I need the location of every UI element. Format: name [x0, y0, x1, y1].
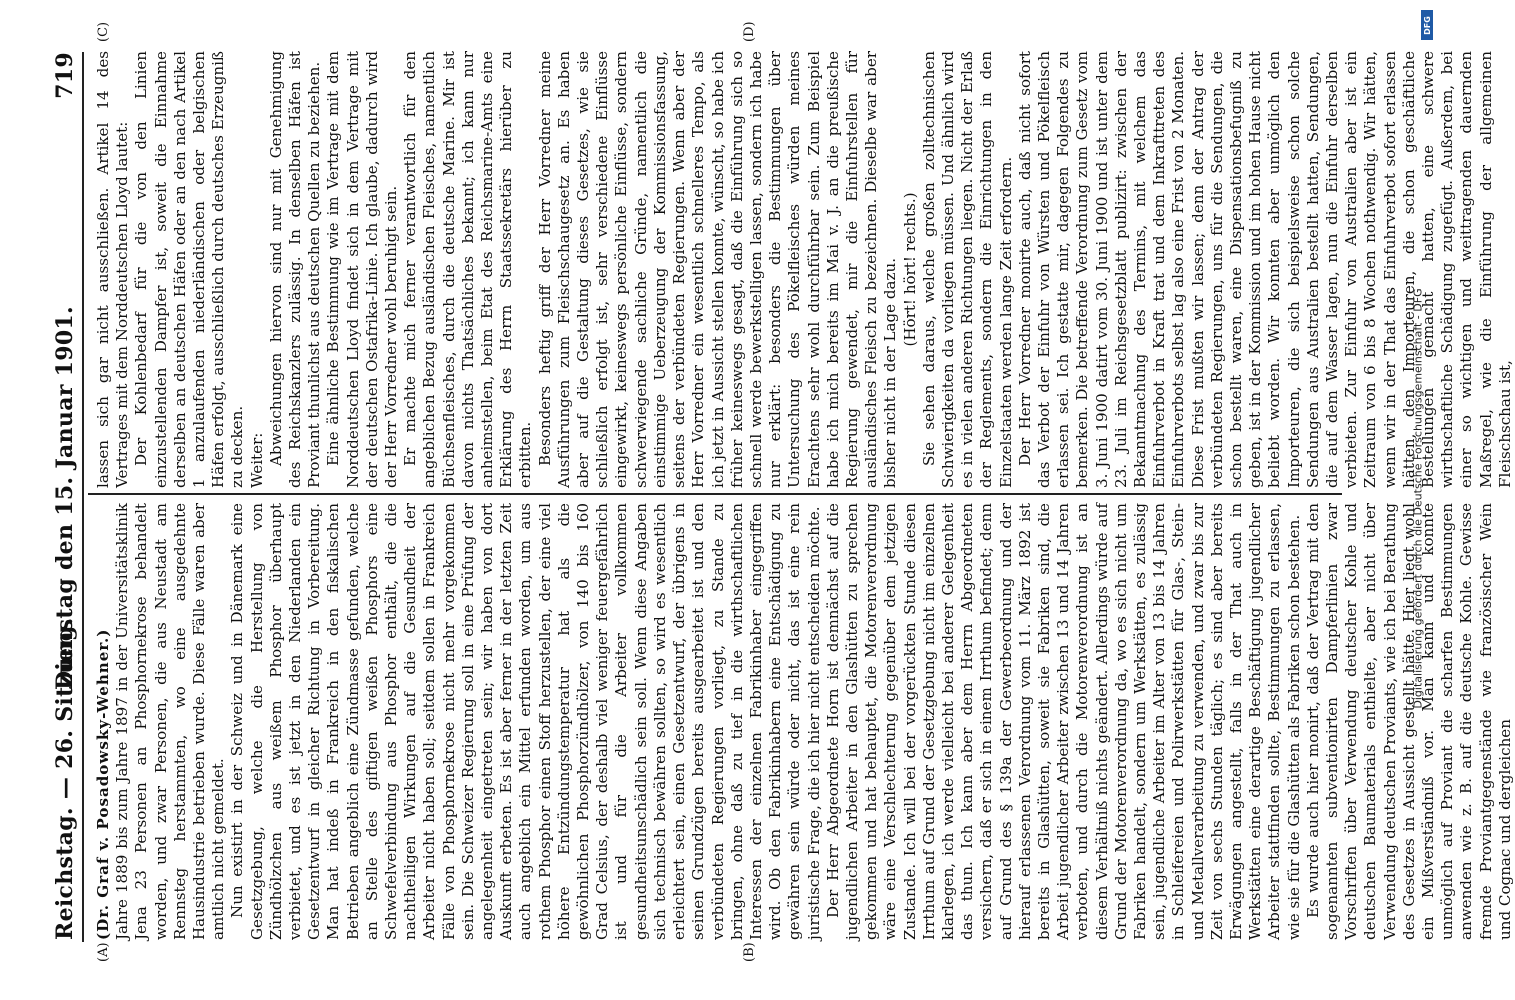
header-rule: [82, 52, 84, 942]
left-text-column: [94, 503, 1514, 940]
paragraph: Jahre 1889 bis zum Jahre 1897 in der Universitätsklinik Jena 23 Personen an Phosphornekrose behandelt worden, und zwar Personen, die aus Neustadt am Rennsteg herstammten, wo eine ausgedehnte Hausindustrie betrieben wurde. Diese Fälle waren aber amtlich nicht gemeldet.: [113, 503, 228, 940]
paragraph: Es wurde auch hier monirt, daß der Vertrag mit den sogenannten subventionirten Dampferlinien zwar Vorschriften über Verwendung deutscher Kohle und deutschen Baumaterials enthielte, aber nicht über Verwendung deutschen Proviants, wie ich bei Berathung des Gesetzes in Aussicht gestellt hätte. Hier liegt wohl ein Mißverständniß vor. Man kann und konnte unmöglich auf Proviant die scharfen Bestimmungen anwenden wie z. B. auf die deutsche Kohle. Gewisse fremde Proviantgegenstände wie französischer Wein und Cognac und dergleichen: [1303, 503, 1514, 940]
paragraph: lassen sich gar nicht ausschließen. Artikel 14 des Vertrages mit dem Norddeutschen Lloyd lautet:: [94, 51, 132, 488]
paragraph: Eine ähnliche Bestimmung wie im Vertrage mit dem Norddeutschen Lloyd findet sich in dem Vertrage mit der deutschen Ostafrika-Linie. Ich glaube, dadurch wird der Herr Vorredner wohl beruhigt sein.: [324, 51, 401, 488]
paragraph: Der Herr Abgeordnete Horn ist demnächst auf die jugendlichen Arbeiter in den Glashütten zu sprechen gekommen und hat behauptet, die Motorenverordnung wäre eine Verschlechterung gegenüber dem jetzigen Zustande. Ich will bei der vorgerückten Stunde diesen Irrthum auf Grund der Gesetzgebung nicht im einzelnen klarlegen, ich werde vielleicht bei anderer Gelegenheit das thun. Ich kann aber dem Herrn Abgeordneten versichern, daß er sich in einem Irrthum befindet; denn auf Grund des § 139a der Gewerbeordnung und der hierauf erlassenen Verordnung vom 11. März 1892 ist bereits in Glashütten, soweit sie Fabriken sind, die Arbeit jugendlicher Arbeiter zwischen 13 und 14 Jahren verboten, und durch die Motorenverordnung ist an diesem Verhältniß nichts geändert. Allerdings würde auf Grund der Motorenverordnung da, wo es sich nicht um Fabriken handelt, sondern um Werkstätten, es zulässig sein, jugendliche Arbeiter im Alter von 13 bis 14 Jahren in Schleifereien und Polirwerkstätten für Glas-, Stein- und Metallverarbeitung zu verwenden, und zwar bis zur Zeit von sechs Stunden täglich; es sind aber bereits Erwägungen angestellt, falls in der That auch in Werkstätten eine derartige Beschäftigung jugendlicher Arbeiter stattfinden sollte, Bestimmungen zu erlassen, wie sie für die Glashütten als Fabriken schon bestehen.: [823, 503, 1303, 940]
margin-marker-d: (D): [742, 21, 757, 42]
margin-marker-b: (B): [742, 942, 757, 962]
paragraph: Weiter:: [247, 432, 266, 488]
interjection: (Hört! hört! rechts.): [900, 192, 919, 347]
running-header-date: Dienstag den 15. Januar 1901.: [52, 306, 78, 690]
speaker-attribution: (Dr. Graf v. Posadowsky-Wehner.): [94, 628, 112, 940]
quoted-article: Abweichungen hiervon sind nur mit Genehmigung des Reichskanzlers zulässig. In denselben Häfen ist Proviant thunlichst aus deutschen Quellen zu beziehen.: [266, 51, 324, 488]
quoted-article: Der Kohlenbedarf für die von den Linien einzustellenden Dampfer ist, soweit die Einnahme derselben an deutschen Häfen oder an den nach Artikel 1 anzulaufenden niederländischen oder belgischen Häfen erfolgt, ausschließlich durch deutsches Erzeugniß zu decken.: [132, 51, 247, 488]
paragraph: Nun existirt in der Schweiz und in Dänemark eine Gesetzgebung, welche die Herstellung von Zündhölzchen aus weißem Phosphor überhaupt verbietet, und es ist jetzt in den Niederlanden ein Gesetzentwurf in gleicher Richtung in Vorbereitung. Man hat indeß in Frankreich in den fiskalischen Betrieben angeblich eine Zündmasse gefunden, welche an Stelle des giftigen weißen Phosphors eine Schwefelverbindung aus Phosphor enthält, die die nachtheiligen Wirkungen auf die Gesundheit der Arbeiter nicht haben soll; seitdem sollen in Frankreich Fälle von Phosphornekrose nicht mehr vorgekommen sein. Die Schweizer Regierung soll in eine Prüfung der angelegenheit eingetreten sein; wir haben von dort Auskunft erbeten. Es ist aber ferner in der letzten Zeit auch angeblich ein Mittel erfunden worden, um aus rothem Phosphor einen Stoff herzustellen, der eine viel höhere Entzündungstemperatur hat als die gewöhnlichen Phosphorzündhölzer, von 140 bis 160 Grad Celsius, der deshalb viel weniger feuergefährlich ist und für die Arbeiter vollkommen gesundheitsunschädlich sein soll. Wenn diese Angaben sich technisch bewähren sollten, so wird es wesentlich erleichtert sein, einen Gesetzentwurf, der übrigens in seinen Grundzügen bereits ausgearbeitet ist und den verbündeten Regierungen vorliegt, zu Stande zu bringen, ohne daß zu tief in die wirthschaftlichen Interessen der einzelnen Fabrikinhaber eingegriffen wird. Ob den Fabrikinhabern eine Entschädigung zu gewähren sein würde oder nicht, das ist eine rein juristische Frage, die ich hier nicht entscheiden möchte.: [228, 503, 823, 940]
paragraph: Besonders heftig griff der Herr Vorredner meine Ausführungen zum Fleischschaugesetz an. Es haben aber auf die Gestaltung dieses Gesetzes, wie sie schließlich erfolgt ist, sehr verschiedene Einflüsse eingewirkt, keineswegs persönliche Einflüsse, sondern schwerwiegende sachliche Gründe, namentlich die einstimmige Ueberzeugung der Kommissionsfassung, seitens der verbündeten Regierungen. Wenn aber der Herr Vorredner ein wesentlich schnelleres Tempo, als ich jetzt in Aussicht stellen konnte, wünscht, so habe ich früher keineswegs gesagt, daß die Einführung sich so schnell werde bewerkstelligen lassen, sondern ich habe nur erklärt: besonders die Bestimmungen über Untersuchung des Pökelfleisches würden meines Erachtens sehr wohl durchführbar sein. Zum Beispiel habe ich mich bereits im Mai v. J. an die preußische Regierung gewendet, mir die Einfuhrstellen für ausländisches Fleisch zu bezeichnen. Dieselbe war aber bisher nicht in der Lage dazu.: [535, 51, 900, 488]
margin-marker-a: (A): [96, 942, 111, 962]
paragraph: Er machte mich ferner verantwortlich für den angeblichen Bezug ausländischen Fleisches, namentlich Büchsenfleisches, durch die deutsche Marine. Mir ist davon nichts Thatsächliches bekannt; ich kann nur anheimstellen, beim Etat des Reichsmarine-Amts eine Erklärung des Herrn Staatssekretärs hierüber zu erbitten.: [401, 51, 535, 488]
paragraph: Sie sehen daraus, welche großen zolltechnischen Schwierigkeiten da vorliegen müssen. Und ähnlich wird es in vielen anderen Richtungen liegen. Nicht der Erlaß der Reglements, sondern die Einrichtungen in den Einzelstaaten werden lange Zeit erfordern.: [919, 51, 1015, 488]
right-text-column: [94, 51, 1514, 488]
page-number: 719: [52, 52, 78, 99]
running-header-left: Reichstag. — 26. Sitzung.: [52, 617, 78, 940]
digitization-credit: Digitalisierung gefördert durch die Deutsche Forschungsgemeinschaft - DFG: [1411, 288, 1425, 709]
margin-marker-c: (C): [96, 21, 111, 42]
column-divider: [88, 493, 1342, 495]
dfg-logo: DFG: [1421, 10, 1433, 40]
paragraph: Der Herr Vorredner monirte auch, daß nicht sofort das Verbot der Einfuhr von Würsten und Pökelfleisch erlassen sei. Ich gestatte mir, dagegen Folgendes zu bemerken. Die betreffende Verordnung zum Gesetz vom 3. Juni 1900 datirt vom 30. Juni 1900 und ist unter dem 23. Juli im Reichsgesetzblatt publizirt: zwischen der Bekanntmachung des Termins, mit welchem das Einfuhrverbot in Kraft trat und dem Inkrafttreten des Einfuhrverbots selbst lag also eine Frist von 2 Monaten. Diese Frist mußten wir lassen; denn der Antrag der verbündeten Regierungen, uns für die Sendungen, die schon bestellt waren, eine Dispensationsbefugniß zu geben, ist in der Kommission und im hohen Hause nicht beliebt worden. Wir konnten aber unmöglich den Importeuren, die sich beispielsweise schon solche Sendungen aus Australien bestellt hatten, Sendungen, die auf dem Wasser lagen, nun die Einfuhr derselben verbieten. Zur Einfuhr von Australien aber ist ein Zeitraum von 6 bis 8 Wochen nothwendig. Wir hätten, wenn wir in der That das Einfuhrverbot sofort erlassen hätten, den Importeuren, die schon geschäftliche Bestellungen gemacht hatten, eine schwere wirthschaftliche Schädigung zugefügt. Außerdem, bei einer so wichtigen und weittragenden dauernden Maßregel, wie die Einführung der allgemeinen Fleischschau ist,: [1015, 51, 1514, 488]
